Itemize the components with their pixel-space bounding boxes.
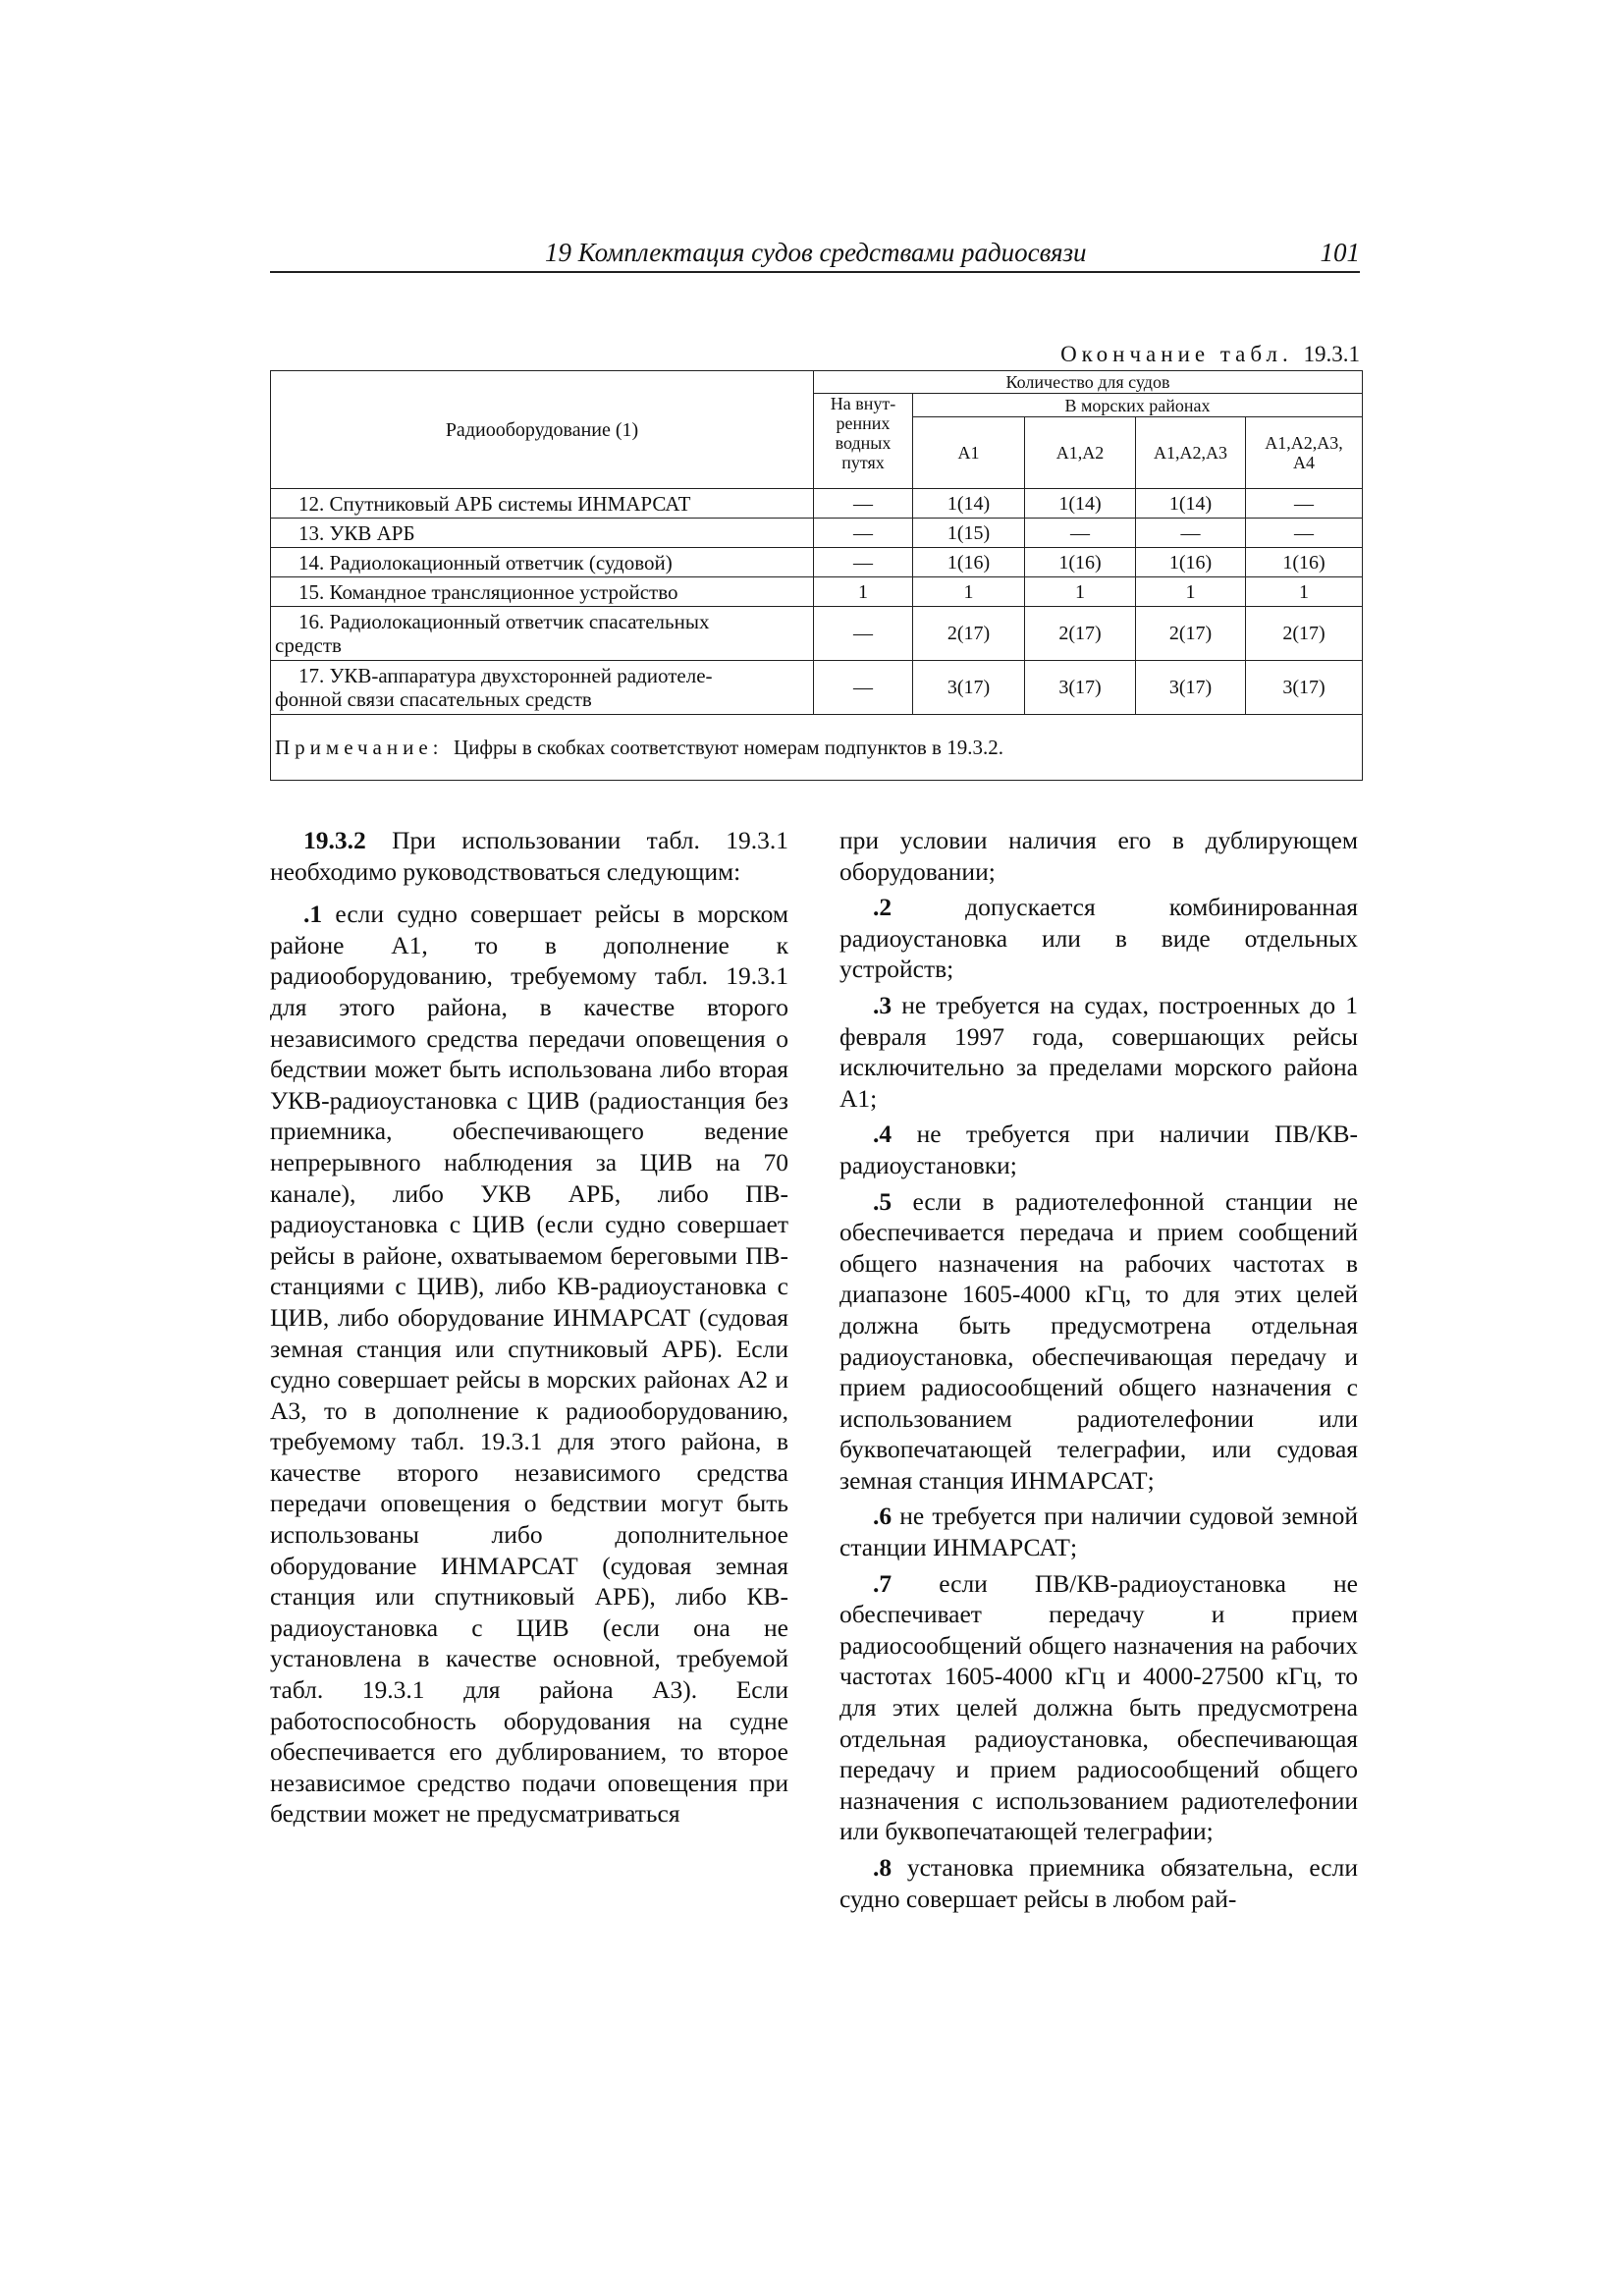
item-number: .8 <box>873 1853 893 1882</box>
cell-a2: 1 <box>1025 577 1136 607</box>
paragraph-intro <box>270 825 788 887</box>
table-row <box>271 607 1363 661</box>
paragraph-item-4 <box>839 1119 1358 1180</box>
row-label: 13. УКВ АРБ <box>271 519 814 548</box>
paragraph-item-8 <box>839 1852 1358 1914</box>
equipment-table <box>270 370 1363 781</box>
cell-a4: 1 <box>1246 577 1363 607</box>
table-row <box>271 519 1363 548</box>
item-text: допускается комбинированная радиоустановка или в виде отдельных устройств; <box>839 893 1358 984</box>
running-title: 19 Комплектация судов средствами радиосвязи <box>545 238 1087 267</box>
item-text: если судно совершает рейсы в морском районе А1, то в дополнение к радиооборудованию, требуемому табл. 19.3.1 для этого района, в качестве второго независимого средства передачи оповещения о бедствии может быть использована либо вторая УКВ-радиоустановка с ЦИВ (радиостанция без приемника, обеспечивающего ведение непрерывного наблюдения за ЦИВ на 70 канале), либо УКВ АРБ, либо ПВ-радиоустановка с ЦИВ (если судно совершает рейсы в районе, охватываемом береговыми ПВ-станциями с ЦИВ), либо КВ-радиоустановка с ЦИВ, либо оборудование ИНМАРСАТ (судовая земная станция или спутниковый АРБ). Если судно совершает рейсы в морских районах А2 и А3, то в дополнение к радиооборудованию, требуемому табл. 19.3.1 для этого района, в качестве второго независимого средства передачи оповещения о бедствии могут быть использованы либо дополнительное оборудование ИНМАРСАТ (судовая земная станция или спутниковый АРБ), либо КВ-радиоустановка с ЦИВ (если она не установлена в качестве основной, требуемой табл. 19.3.1 для района А3). Если работоспособность оборудования на судне обеспечивается его дублированием, то второе независимое средство подачи оповещения при бедствии может не предусматриваться <box>270 900 788 1829</box>
item-number: .5 <box>873 1186 893 1216</box>
table-caption-number: 19.3.1 <box>1303 342 1360 366</box>
row-label <box>271 607 814 661</box>
cell-a3: 1(14) <box>1136 489 1246 519</box>
table-caption-text: Окончание табл. <box>1060 342 1293 366</box>
area-a1-a3-header: A1,A2,A3 <box>1136 417 1246 489</box>
cell-a1: 2(17) <box>913 607 1025 661</box>
cell-a3: 3(17) <box>1136 661 1246 715</box>
row-label-line-2: фонной связи спасательных средств <box>275 687 592 711</box>
equipment-table-wrapper <box>270 370 1362 781</box>
left-column <box>270 825 788 1834</box>
cell-a3: 1(16) <box>1136 548 1246 577</box>
cell-a2: 3(17) <box>1025 661 1136 715</box>
right-column <box>839 825 1358 1919</box>
item-text: если в радиотелефонной станции не обеспечивается передача и прием сообщений общего назначения на рабочих частотах в диапазоне 1605-4000 кГц, то для этих целей должна быть предусмотрена отдельная радиоустановка, обеспечивающая передачу и прием радиосообщений общего назначения с использованием радиотелефонии или буквопечатающей телеграфии, или судовая земная станция ИНМАРСАТ; <box>839 1186 1358 1495</box>
table-note <box>271 715 1363 781</box>
cell-inland: 1 <box>814 577 913 607</box>
cell-a3: — <box>1136 519 1246 548</box>
sea-areas-header: В морских районах <box>913 394 1363 417</box>
item-number: .3 <box>873 990 893 1019</box>
cell-a2: 2(17) <box>1025 607 1136 661</box>
page-number: 101 <box>1320 238 1360 267</box>
cell-inland: — <box>814 607 913 661</box>
running-header <box>270 236 1360 273</box>
item-number: .2 <box>873 893 893 922</box>
table-row <box>271 489 1363 519</box>
header-row-1 <box>271 371 1363 394</box>
area-a1-a2-header: A1,A2 <box>1025 417 1136 489</box>
note-row <box>271 715 1363 781</box>
cell-inland: — <box>814 548 913 577</box>
item-text: не требуется при наличии судовой земной станции ИНМАРСАТ; <box>839 1502 1358 1562</box>
intro-text: При использовании табл. 19.3.1 необходимо руководствоваться следующим: <box>270 826 789 886</box>
area-a1-a4-line-2: A4 <box>1293 453 1315 472</box>
cell-a2: 1(16) <box>1025 548 1136 577</box>
inland-header <box>814 394 913 489</box>
inland-header-line-1: На внут- <box>830 394 896 413</box>
cell-a1: 1(15) <box>913 519 1025 548</box>
row-label-line-1: 17. УКВ-аппаратура двухсторонней радиотеле- <box>298 664 713 687</box>
paragraph-item-1 <box>270 899 788 1830</box>
paragraph-item-5 <box>839 1186 1358 1497</box>
cell-a4: 1(16) <box>1246 548 1363 577</box>
cell-a1: 3(17) <box>913 661 1025 715</box>
paragraph-item-2 <box>839 892 1358 985</box>
cell-a1: 1 <box>913 577 1025 607</box>
item-number: .6 <box>873 1502 893 1531</box>
cell-inland: — <box>814 661 913 715</box>
item-text: при условии наличия его в дублирующем оборудовании; <box>839 826 1358 886</box>
cell-a4: — <box>1246 519 1363 548</box>
cell-inland: — <box>814 519 913 548</box>
equipment-header: Радиооборудование (1) <box>271 371 814 489</box>
quantity-header: Количество для судов <box>814 371 1363 394</box>
cell-a3: 2(17) <box>1136 607 1246 661</box>
cell-a4: 2(17) <box>1246 607 1363 661</box>
row-label: 14. Радиолокационный ответчик (судовой) <box>271 548 814 577</box>
note-label: Примечание: <box>275 736 444 759</box>
area-a1-a4-header <box>1246 417 1363 489</box>
row-label-line-2: средств <box>275 633 342 657</box>
item-text: установка приемника обязательна, если судно совершает рейсы в любом рай- <box>839 1853 1358 1913</box>
area-a1-a4-line-1: A1,A2,A3, <box>1265 433 1343 453</box>
inland-header-line-4: путях <box>841 453 885 472</box>
note-text: Цифры в скобках соответствуют номерам подпунктов в 19.3.2. <box>454 736 1003 759</box>
cell-a1: 1(16) <box>913 548 1025 577</box>
cell-a2: 1(14) <box>1025 489 1136 519</box>
row-label-line-1: 16. Радиолокационный ответчик спасательных <box>298 610 710 633</box>
section-number: 19.3.2 <box>303 826 366 854</box>
item-text: если ПВ/КВ-радиоустановка не обеспечивает передачу и прием радиосообщений общего назначения на рабочих частотах 1605-4000 кГц и 4000-27500 кГц, то для этих целей должна быть предусмотрена отдельная радиоустановка, обеспечивающая передачу и прием радиосообщений общего назначения с использованием радиотелефонии или буквопечатающей телеграфии; <box>839 1568 1358 1846</box>
item-number: .4 <box>873 1120 893 1149</box>
table-row <box>271 548 1363 577</box>
item-text: не требуется при наличии ПВ/КВ-радиоустановки; <box>839 1120 1358 1179</box>
area-a1-header: A1 <box>913 417 1025 489</box>
cell-a4: — <box>1246 489 1363 519</box>
paragraph-item-7 <box>839 1568 1358 1847</box>
item-text: не требуется на судах, построенных до 1 февраля 1997 года, совершающих рейсы исключительно за пределами морского района А1; <box>839 990 1358 1113</box>
row-label: 15. Командное трансляционное устройство <box>271 577 814 607</box>
paragraph-item-1-continued <box>839 825 1358 887</box>
cell-a2: — <box>1025 519 1136 548</box>
item-number: .7 <box>873 1568 893 1598</box>
table-row <box>271 577 1363 607</box>
row-label: 12. Спутниковый АРБ системы ИНМАРСАТ <box>271 489 814 519</box>
cell-a4: 3(17) <box>1246 661 1363 715</box>
cell-a1: 1(14) <box>913 489 1025 519</box>
item-number: .1 <box>303 900 323 929</box>
inland-header-line-3: водных <box>835 433 892 453</box>
table-caption <box>270 342 1360 367</box>
paragraph-item-6 <box>839 1501 1358 1562</box>
inland-header-line-2: ренних <box>836 413 891 433</box>
cell-inland: — <box>814 489 913 519</box>
paragraph-item-3 <box>839 990 1358 1114</box>
cell-a3: 1 <box>1136 577 1246 607</box>
row-label <box>271 661 814 715</box>
table-row <box>271 661 1363 715</box>
